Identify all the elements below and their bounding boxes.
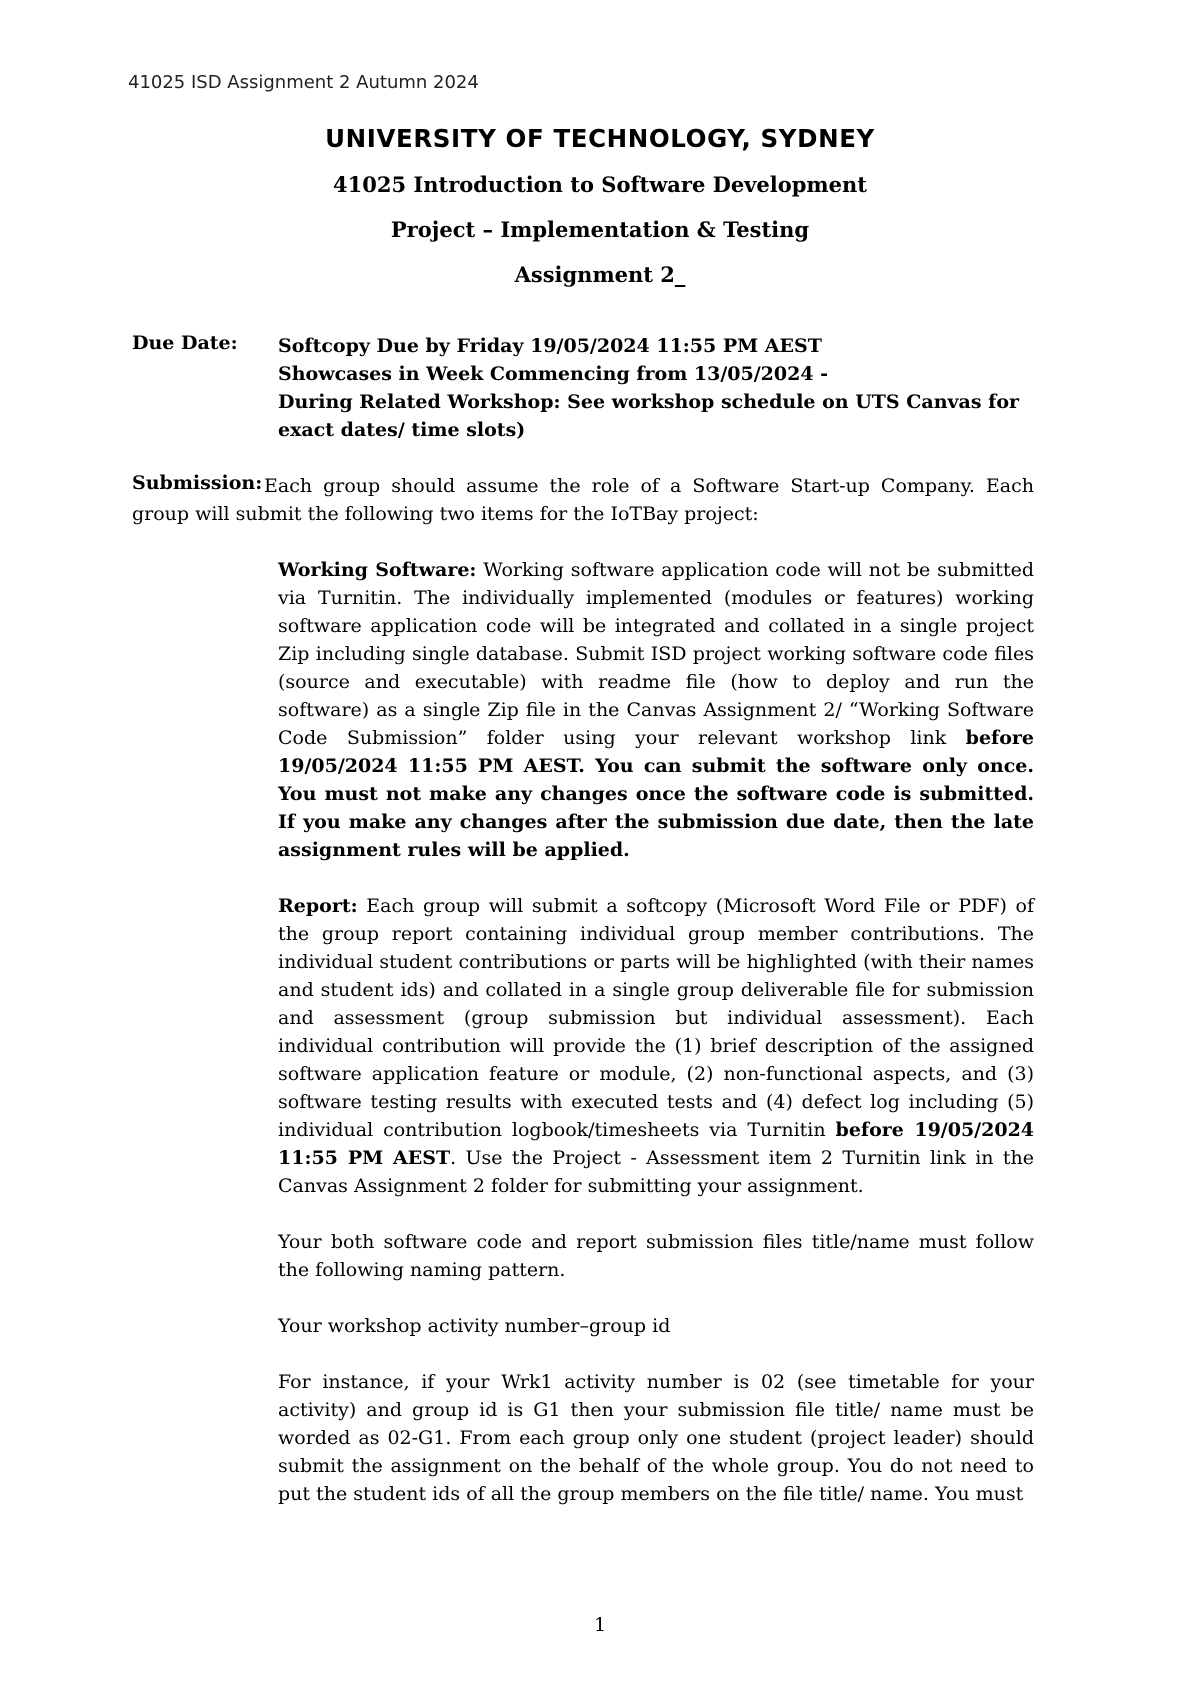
report-text: Each group will submit a softcopy (Microsoft Word File or PDF) of the group report containing individual group member contributions. The individual student contributions or parts will be highlighted (with their names and student ids) and collated in a single group deliverable file for submission and assessment (group submission but individual assessment). Each individual contribution will provide the (1) brief description of the assigned software application feature or module, (2) non-functional aspects, and (3) software testing results with executed tests and (4) defect log including (5) individual contribution logbook/timesheets via Turnitin (278, 895, 1034, 1141)
naming-pattern: Your workshop activity number–group id (278, 1315, 671, 1337)
naming-rule-paragraph: Your both software code and report submission files title/name must follow the following naming pattern. (278, 1231, 1034, 1281)
report-paragraph (278, 892, 1034, 1200)
due-softcopy-line: Softcopy Due by Friday 19/05/2024 11:55 PM AEST (278, 335, 822, 357)
report-deadline: before 19/05/2024 11:55 PM AEST (278, 1119, 1035, 1169)
due-date-label: Due Date: (132, 332, 238, 354)
assignment-title: Assignment 2_ (514, 262, 686, 287)
subject-title: 41025 Introduction to Software Development (333, 172, 867, 197)
report-heading: Report: (278, 895, 358, 917)
working-software-deadline: before 19/05/2024 11:55 PM AEST (278, 727, 1034, 777)
working-software-heading: Working Software: (278, 559, 477, 581)
submission-intro (132, 472, 1034, 528)
working-software-text: Working software application code will not be submitted via Turnitin. The individually implemented (modules or features) working software application code will be integrated and collated in a single project Zip including single database. Submit ISD project working software code files (source and executable) with readme file (how to deploy and run the software) as a single Zip file in the Canvas Assignment 2/ “Working Software Code Submission” folder using your relevant workshop link (278, 559, 1034, 749)
due-workshop-line: During Related Workshop: See workshop schedule on UTS Canvas for exact dates/ time slots) (278, 391, 1020, 441)
due-showcase-line: Showcases in Week Commencing from 13/05/2024 - (278, 363, 829, 385)
working-software-rules: . You can submit the software only once. You must not make any changes once the software code is submitted. If you make any changes after the submission due date, then the late assignment rules will be applied. (278, 755, 1034, 861)
university-title: UNIVERSITY OF TECHNOLOGY, SYDNEY (325, 124, 875, 153)
project-title: Project – Implementation & Testing (390, 217, 810, 242)
naming-example-paragraph: For instance, if your Wrk1 activity number is 02 (see timetable for your activity) and group id is G1 then your submission file title/ name must be worded as 02-G1. From each group only one student (project leader) should submit the assignment on the behalf of the whole group. You do not need to put the student ids of all the group members on the file title/ name. You must (278, 1371, 1034, 1505)
submission-intro-text: Each group should assume the role of a Software Start-up Company. Each group will submit the following two items for the IoTBay project: (132, 475, 1034, 525)
report-tail: . Use the Project - Assessment item 2 Turnitin link in the Canvas Assignment 2 folder for submitting your assignment. (278, 1147, 1034, 1197)
running-header: 41025 ISD Assignment 2 Autumn 2024 (128, 72, 479, 93)
working-software-paragraph (278, 556, 1034, 864)
due-date-details (278, 332, 1038, 444)
submission-label: Submission: (132, 472, 263, 494)
page-number: 1 (593, 1614, 607, 1636)
